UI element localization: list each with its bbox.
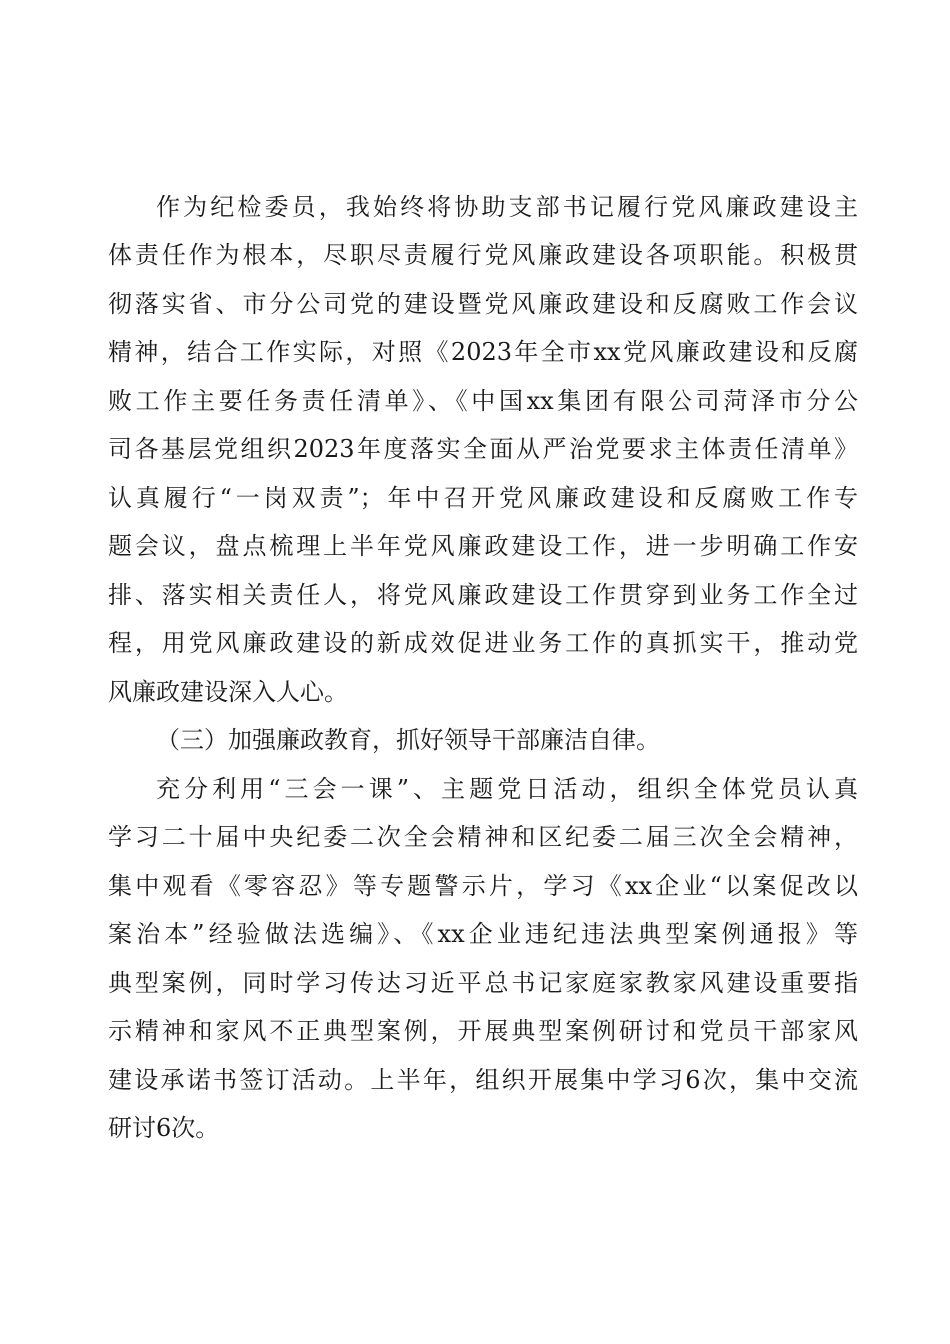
- paragraph-1-line-9: 排、落实相关责任人，将党风廉政建设工作贯穿到业务工作全过: [108, 581, 858, 609]
- paragraph-1-line-4: 精神，结合工作实际，对照《2023年全市xx党风廉政建设和反腐: [108, 338, 858, 366]
- paragraph-2-line-1: 充分利用“三会一课”、主题党日活动，组织全体党员认真: [156, 775, 858, 803]
- section-heading: （三）加强廉政教育，抓好领导干部廉洁自律。: [156, 726, 660, 754]
- paragraph-2-line-7: 建设承诺书签订活动。上半年，组织开展集中学习6次，集中交流: [108, 1066, 858, 1094]
- paragraph-2-line-8: 研讨6次。: [108, 1114, 220, 1142]
- paragraph-2-line-2: 学习二十届中央纪委二次全会精神和区纪委二届三次全会精神，: [108, 823, 858, 851]
- paragraph-2-line-5: 典型案例，同时学习传达习近平总书记家庭家教家风建设重要指: [108, 969, 858, 997]
- paragraph-1-line-10: 程，用党风廉政建设的新成效促进业务工作的真抓实干，推动党: [108, 629, 858, 657]
- paragraph-1-line-6: 司各基层党组织2023年度落实全面从严治党要求主体责任清单》: [108, 435, 858, 463]
- paragraph-2-line-6: 示精神和家风不正典型案例，开展典型案例研讨和党员干部家风: [108, 1017, 858, 1045]
- paragraph-1-line-7: 认真履行“一岗双责”；年中召开党风廉政建设和反腐败工作专: [108, 484, 858, 512]
- paragraph-1-line-1: 作为纪检委员，我始终将协助支部书记履行党风廉政建设主: [156, 193, 858, 221]
- paragraph-2-line-3: 集中观看《零容忍》等专题警示片，学习《xx企业“以案促改以: [108, 872, 858, 900]
- paragraph-2-line-4: 案治本”经验做法选编》、《xx企业违纪违法典型案例通报》等: [108, 920, 858, 948]
- paragraph-1-line-11: 风廉政建设深入人心。: [108, 678, 348, 706]
- paragraph-1-line-5: 败工作主要任务责任清单》、《中国xx集团有限公司菏泽市分公: [108, 387, 858, 415]
- paragraph-1-line-8: 题会议，盘点梳理上半年党风廉政建设工作，进一步明确工作安: [108, 532, 858, 560]
- paragraph-1-line-3: 彻落实省、市分公司党的建设暨党风廉政建设和反腐败工作会议: [108, 290, 858, 318]
- paragraph-1-line-2: 体责任作为根本，尽职尽责履行党风廉政建设各项职能。积极贯: [108, 241, 858, 269]
